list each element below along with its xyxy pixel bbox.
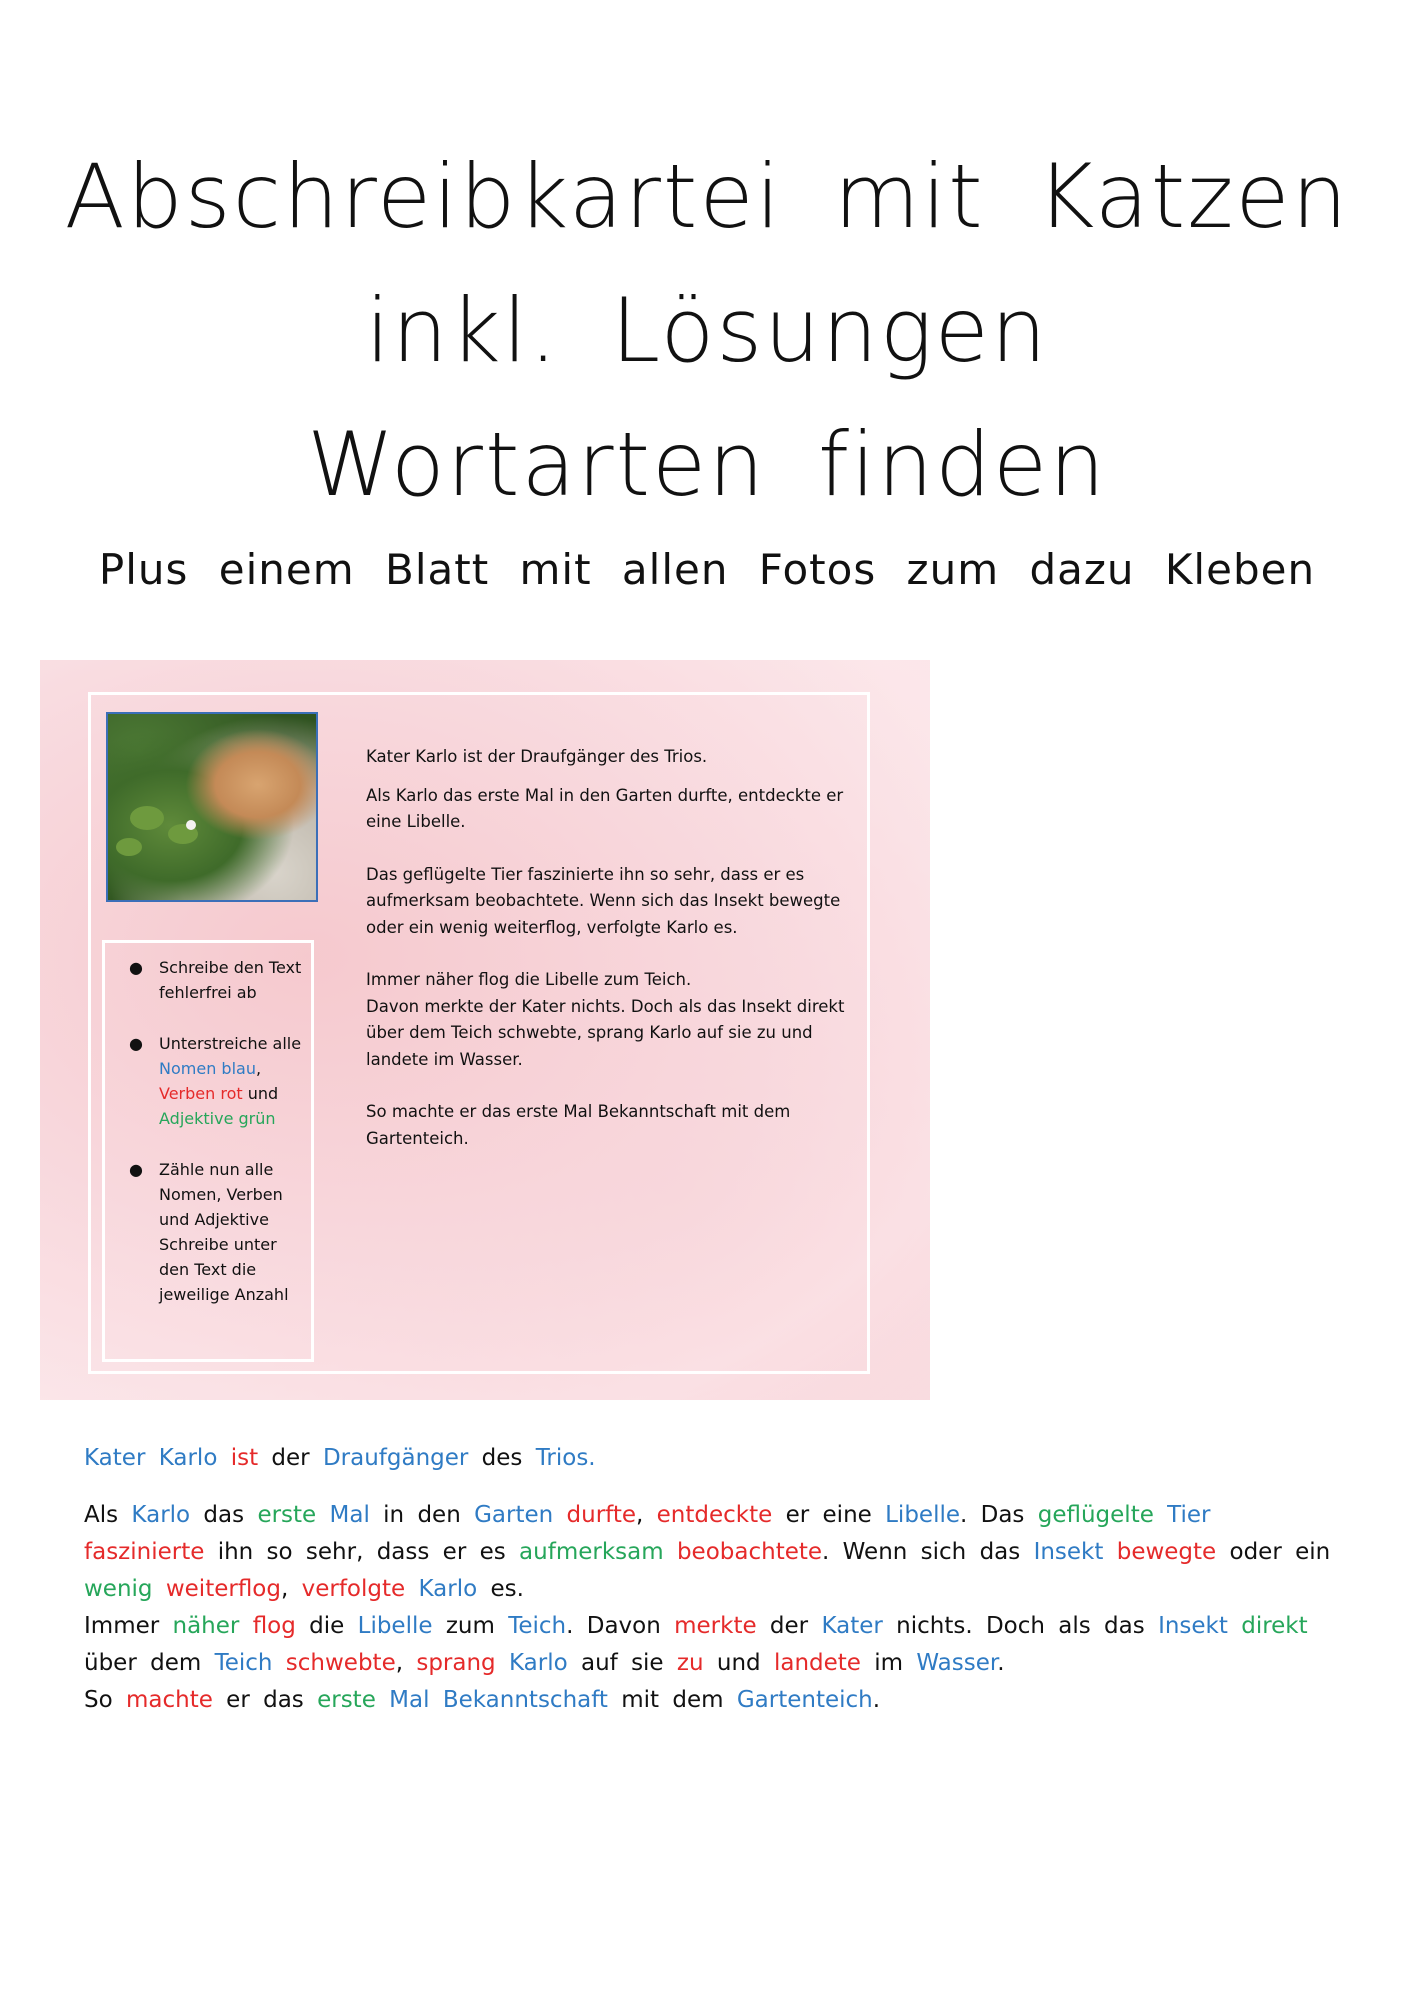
bullet-icon: ● <box>129 1160 143 1179</box>
plain-text: der <box>756 1613 822 1639</box>
story-paragraph: Kater Karlo ist der Draufgänger des Trios. <box>366 747 708 766</box>
task-list <box>105 943 311 1307</box>
nomen-word: Teich <box>214 1650 273 1676</box>
plain-text: , <box>636 1502 657 1528</box>
verb-word: ist <box>230 1445 259 1471</box>
verb-word: entdeckte <box>656 1502 773 1528</box>
plain-text: . <box>997 1650 1005 1676</box>
plain-text: und <box>703 1650 774 1676</box>
solution-sentence-3 <box>84 1608 1334 1682</box>
plain-text <box>430 1687 443 1713</box>
nomen-word: Wasser <box>916 1650 998 1676</box>
verb-word: schwebte <box>285 1650 396 1676</box>
task-text: Schreibe den Text fehlerfrei ab <box>159 958 302 1002</box>
nomen-word: Gartenteich <box>736 1687 873 1713</box>
plain-text: er eine <box>772 1502 886 1528</box>
page-title-line-2: inkl. Lösungen <box>365 279 1049 382</box>
nomen-word: Kater <box>821 1613 883 1639</box>
plain-text: des <box>468 1445 536 1471</box>
task-und: und <box>242 1084 279 1103</box>
verb-word: zu <box>676 1650 704 1676</box>
task-item <box>125 1031 303 1131</box>
plain-text: mit dem <box>607 1687 737 1713</box>
nomen-word: Libelle <box>885 1502 960 1528</box>
nomen-word: Trios. <box>535 1445 596 1471</box>
task-item <box>125 1157 303 1307</box>
plain-text <box>496 1650 509 1676</box>
task-item <box>125 955 303 1005</box>
plain-text: zum <box>432 1613 509 1639</box>
nomen-word: Karlo <box>508 1650 568 1676</box>
plain-text: Immer <box>84 1613 173 1639</box>
plain-text: . Das <box>960 1502 1038 1528</box>
plain-text: . Wenn sich das <box>822 1539 1034 1565</box>
plain-text: er das <box>212 1687 318 1713</box>
story-paragraph: Davon merkte der Kater nichts. Doch als das Insekt direkt über dem Teich schwebte, sprang Karlo auf sie zu und landete im Wasser. <box>366 996 845 1069</box>
task-adjektive: Adjektive grün <box>159 1109 276 1128</box>
task-sep: , <box>255 1059 262 1078</box>
plain-text: , <box>395 1650 417 1676</box>
nomen-word: Mal <box>389 1687 430 1713</box>
title-block <box>0 130 1414 600</box>
nomen-word: Teich <box>508 1613 567 1639</box>
nomen-word: Draufgänger <box>322 1445 469 1471</box>
page-title-line-1: Abschreibkartei mit Katzen <box>64 145 1350 248</box>
task-box <box>102 940 314 1362</box>
verb-word: bewegte <box>1116 1539 1217 1565</box>
verb-word: flog <box>252 1613 296 1639</box>
plain-text <box>553 1502 566 1528</box>
bullet-icon: ● <box>129 958 143 977</box>
nomen-word: Garten <box>474 1502 554 1528</box>
plain-text: nichts. Doch als das <box>882 1613 1159 1639</box>
verb-word: verfolgte <box>301 1576 406 1602</box>
plain-text <box>405 1576 418 1602</box>
adjektiv-word: direkt <box>1241 1613 1308 1639</box>
nomen-word: Insekt <box>1033 1539 1104 1565</box>
plain-text: , <box>280 1576 302 1602</box>
plain-text: das <box>190 1502 258 1528</box>
verb-word: faszinierte <box>84 1539 205 1565</box>
nomen-word: Kater Karlo <box>84 1445 218 1471</box>
solution-sentence-1 <box>84 1440 1334 1477</box>
verb-word: beobachtete <box>676 1539 823 1565</box>
story-paragraph: Immer näher flog die Libelle zum Teich. <box>366 970 692 989</box>
plain-text: es. <box>477 1576 524 1602</box>
task-nomen: Nomen blau <box>159 1059 256 1078</box>
plain-text <box>239 1613 252 1639</box>
plain-text: auf sie <box>567 1650 677 1676</box>
verb-word: sprang <box>416 1650 496 1676</box>
plain-text: im <box>860 1650 917 1676</box>
lily-pad-icon <box>130 806 164 830</box>
plain-text <box>1154 1502 1167 1528</box>
nomen-word: Libelle <box>357 1613 433 1639</box>
verb-word: machte <box>125 1687 213 1713</box>
nomen-word: Insekt <box>1158 1613 1228 1639</box>
adjektiv-word: geflügelte <box>1037 1502 1154 1528</box>
page-subtitle: Plus einem Blatt mit allen Fotos zum dazu Kleben <box>98 545 1316 594</box>
plain-text: die <box>295 1613 358 1639</box>
water-lily-flower-icon <box>186 820 196 830</box>
cat-photo <box>106 712 318 902</box>
adjektiv-word: erste <box>317 1687 376 1713</box>
task-text: Zähle nun alle Nomen, Verben und Adjektive Schreibe unter den Text die jeweilige Anzahl <box>159 1160 289 1304</box>
solution-sentence-4 <box>84 1682 1334 1719</box>
lily-pad-icon <box>116 838 142 856</box>
task-text: Unterstreiche alle <box>159 1034 302 1053</box>
plain-text: oder ein <box>1216 1539 1331 1565</box>
nomen-word: Mal <box>329 1502 370 1528</box>
plain-text: in den <box>369 1502 475 1528</box>
plain-text <box>153 1576 166 1602</box>
story-paragraph: So machte er das erste Mal Bekanntschaft mit dem Gartenteich. <box>366 1102 791 1148</box>
plain-text <box>217 1445 230 1471</box>
adjektiv-word: erste <box>257 1502 317 1528</box>
page-title-line-3: Wortarten finden <box>307 413 1107 516</box>
nomen-word: Karlo <box>131 1502 191 1528</box>
plain-text: So <box>84 1687 126 1713</box>
nomen-word: Karlo <box>418 1576 478 1602</box>
adjektiv-word: näher <box>172 1613 240 1639</box>
exercise-card <box>40 660 930 1400</box>
task-verben: Verben rot <box>159 1084 243 1103</box>
plain-text <box>1228 1613 1241 1639</box>
verb-word: durfte <box>566 1502 637 1528</box>
bullet-icon: ● <box>129 1034 143 1053</box>
plain-text <box>1103 1539 1116 1565</box>
verb-word: landete <box>773 1650 861 1676</box>
adjektiv-word: aufmerksam <box>519 1539 664 1565</box>
plain-text <box>272 1650 285 1676</box>
nomen-word: Bekanntschaft <box>442 1687 608 1713</box>
plain-text <box>316 1502 329 1528</box>
plain-text <box>664 1539 677 1565</box>
plain-text: der <box>258 1445 323 1471</box>
plain-text: . Davon <box>566 1613 675 1639</box>
story-paragraph: Das geflügelte Tier faszinierte ihn so sehr, dass er es aufmerksam beobachtete. Wenn sich das Insekt bewegte oder ein wenig weiterflog, verfolgte Karlo es. <box>366 864 841 937</box>
plain-text: Als <box>84 1502 132 1528</box>
plain-text <box>376 1687 389 1713</box>
verb-word: merkte <box>674 1613 757 1639</box>
plain-text: ihn so sehr, dass er es <box>204 1539 520 1565</box>
card-story-text <box>366 744 846 1178</box>
nomen-word: Tier <box>1167 1502 1211 1528</box>
solution-sentence-2 <box>84 1497 1334 1608</box>
plain-text: über dem <box>84 1650 215 1676</box>
plain-text: . <box>872 1687 881 1713</box>
verb-word: weiterflog <box>165 1576 281 1602</box>
adjektiv-word: wenig <box>84 1576 153 1602</box>
story-paragraph: Als Karlo das erste Mal in den Garten durfte, entdeckte er eine Libelle. <box>366 785 844 831</box>
solution-text <box>84 1440 1334 1719</box>
